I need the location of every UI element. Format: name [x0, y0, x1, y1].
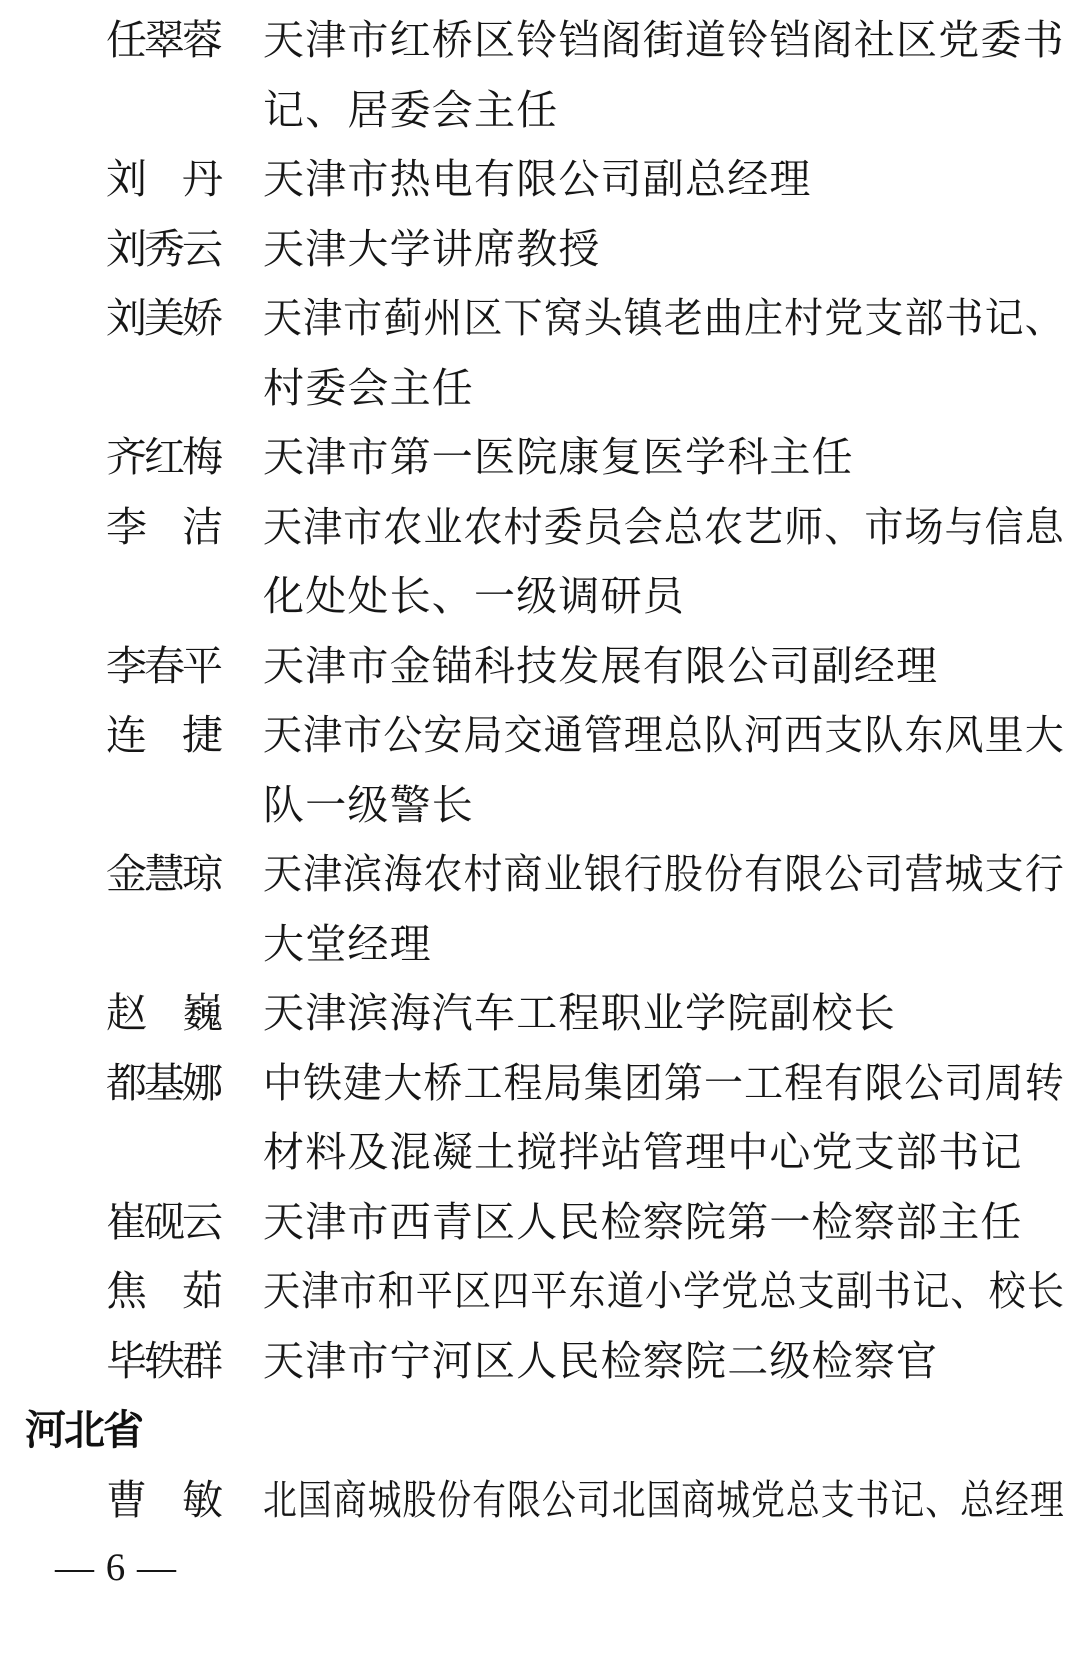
position-desc [263, 979, 1065, 1049]
position-line: 村委会主任 [263, 364, 474, 411]
position-line: 中铁建大桥工程局集团第一工程有限公司周转 [263, 1059, 1065, 1106]
position-line: 化处处长、一级调研员 [263, 573, 685, 619]
position-line: 天津市农业农村委员会总农艺师、市场与信息 [263, 503, 1065, 550]
position-desc [263, 1327, 1065, 1397]
person-entry [0, 493, 1080, 632]
section-heading-hebei: 河北省 [25, 1407, 142, 1453]
person-entry [0, 1327, 1080, 1397]
position-desc [263, 6, 1065, 145]
person-entry [0, 979, 1080, 1049]
position-line: 北国商城股份有限公司北国商城党总支书记、总经理 [263, 1476, 1065, 1523]
person-entry [0, 1049, 1080, 1188]
person-name: 毕轶群 [106, 1337, 220, 1384]
position-line: 天津滨海汽车工程职业学院副校长 [263, 990, 896, 1036]
person-entry [0, 1257, 1080, 1327]
position-desc [263, 284, 1065, 423]
person-name: 李春平 [106, 642, 220, 689]
position-line: 天津市蓟州区下窝头镇老曲庄村党支部书记、 [263, 295, 1065, 341]
position-desc [263, 1188, 1065, 1258]
person-name: 齐红梅 [106, 434, 220, 480]
person-name: 刘秀云 [106, 225, 220, 272]
person-name: 赵 巍 [106, 990, 220, 1036]
position-desc [263, 1257, 1065, 1327]
person-name: 李 洁 [106, 503, 220, 550]
position-desc [263, 632, 1065, 702]
person-name: 刘美娇 [106, 295, 220, 341]
person-name: 刘 丹 [106, 156, 220, 202]
person-entry [0, 1466, 1080, 1536]
position-line: 天津市宁河区人民检察院二级检察官 [263, 1337, 939, 1384]
person-entry [0, 6, 1080, 145]
person-name: 连 捷 [106, 712, 220, 758]
position-desc [263, 701, 1065, 840]
person-entry [0, 1188, 1080, 1258]
person-entry [0, 423, 1080, 493]
person-name: 焦 茹 [106, 1268, 220, 1314]
position-line: 天津市西青区人民检察院第一检察部主任 [263, 1198, 1023, 1245]
person-entry [0, 632, 1080, 702]
position-line: 记、居委会主任 [263, 86, 559, 133]
position-desc [263, 1049, 1065, 1188]
person-name: 曹 敏 [106, 1476, 220, 1523]
person-entry [0, 284, 1080, 423]
position-desc [263, 145, 1065, 215]
position-line: 队一级警长 [263, 781, 474, 828]
position-line: 大堂经理 [263, 920, 432, 967]
position-desc [263, 1466, 1065, 1536]
position-line: 天津大学讲席教授 [263, 225, 601, 272]
page-number: — 6 — [55, 1546, 177, 1589]
person-name: 崔砚云 [106, 1198, 220, 1245]
person-name: 都基娜 [106, 1059, 220, 1106]
position-desc [263, 215, 1065, 285]
document-page [0, 6, 1080, 1535]
position-line: 天津市公安局交通管理总队河西支队东风里大 [263, 712, 1065, 758]
person-entry [0, 701, 1080, 840]
position-line: 天津市金锚科技发展有限公司副经理 [263, 642, 939, 689]
person-name: 任翠蓉 [106, 17, 220, 63]
position-line: 天津市红桥区铃铛阁街道铃铛阁社区党委书 [263, 17, 1065, 63]
position-line: 材料及混凝土搅拌站管理中心党支部书记 [263, 1129, 1023, 1175]
position-desc [263, 493, 1065, 632]
position-line: 天津市第一医院康复医学科主任 [263, 434, 854, 480]
position-desc [263, 423, 1065, 493]
person-name: 金慧琼 [106, 851, 220, 897]
position-line: 天津滨海农村商业银行股份有限公司营城支行 [263, 851, 1065, 897]
person-entry [0, 840, 1080, 979]
position-line: 天津市和平区四平东道小学党总支副书记、校长 [263, 1268, 1066, 1314]
person-entry [0, 145, 1080, 215]
person-entry [0, 215, 1080, 285]
position-desc [263, 840, 1065, 979]
position-line: 天津市热电有限公司副总经理 [263, 156, 812, 202]
